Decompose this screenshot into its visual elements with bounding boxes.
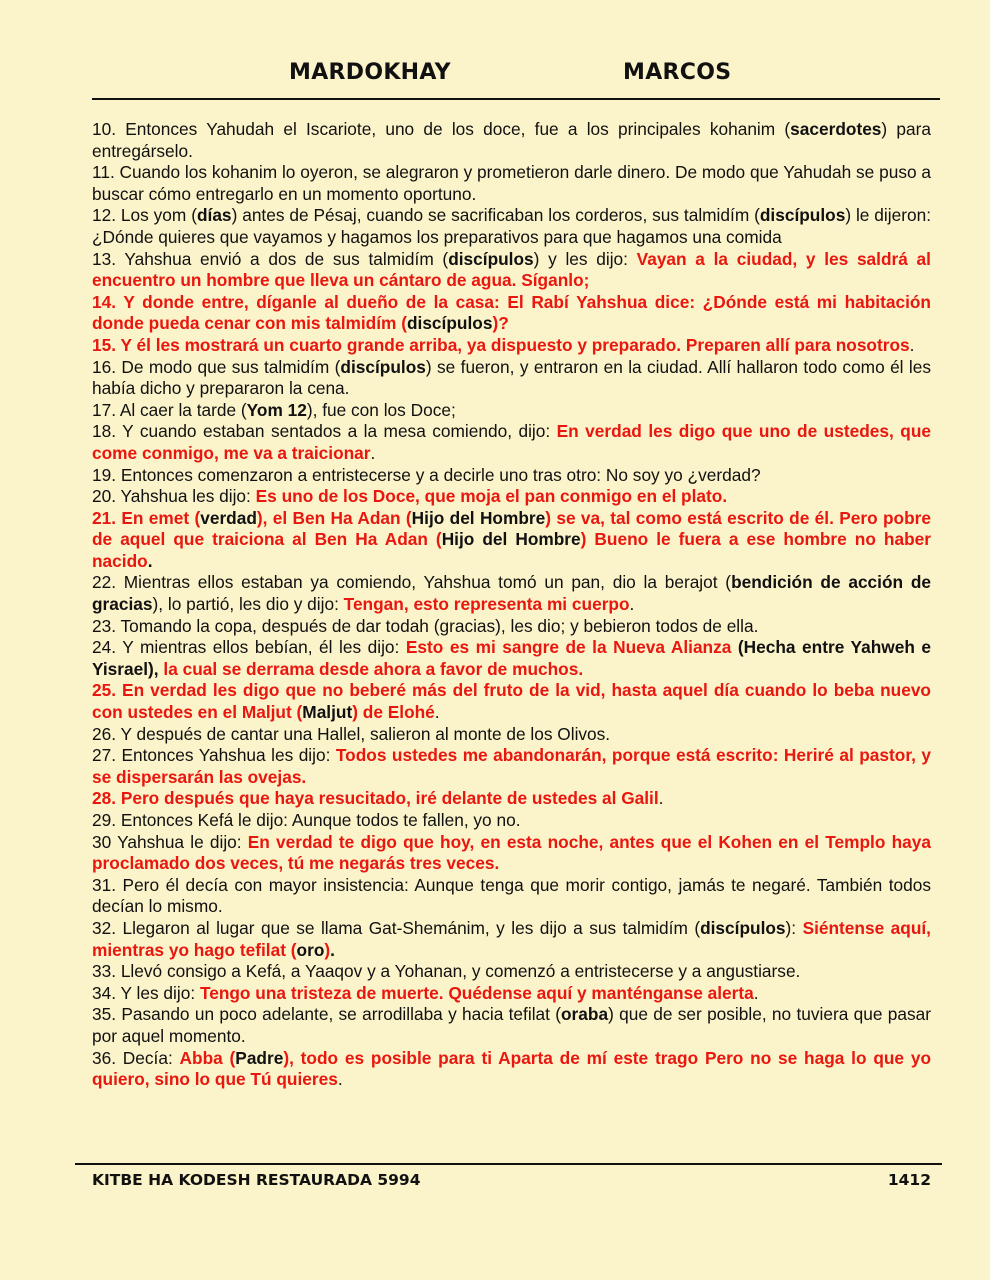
verse-quote-text: Siéntense aquí, mientras yo hago tefilat ( — [92, 917, 931, 960]
page-footer — [92, 1171, 931, 1193]
verse-text: ) para entregárselo. — [92, 119, 931, 161]
verse-text-body — [92, 119, 931, 1091]
verse-bold-text: discípulos — [700, 917, 786, 938]
page-header — [92, 58, 940, 100]
verse-text: 29. Entonces Kefá le dijo: Aunque todos te fallen, yo no. — [92, 810, 521, 830]
verse-text: 24. Y mientras ellos bebían, él les dijo: — [92, 637, 406, 658]
verse-text: . — [629, 594, 635, 615]
verse-quote-text: Tengo una tristeza de muerte. Quédense aquí y manténganse alerta — [199, 982, 754, 1003]
verse-bold-text: (Hecha entre Yahweh e Yisrael), — [92, 637, 932, 679]
verse — [92, 1048, 931, 1091]
verse-bold-text: oraba — [561, 1004, 609, 1025]
verse-quote-text: 28. Pero después que haya resucitado, iré delante de ustedes al Galil — [92, 788, 659, 809]
verse — [92, 810, 931, 832]
verse-text: 22. Mientras ellos estaban ya comiendo, Yahshua tomó un pan, dio la berajot ( — [92, 572, 732, 593]
verse-text: ) le dijeron: ¿Dónde quieres que vayamos y hagamos los preparativos para que hagamos una comida — [92, 205, 931, 247]
verse — [92, 724, 931, 746]
verse-bold-text: discípulos — [759, 205, 846, 226]
verse-bold-text: . — [330, 939, 335, 960]
verse-bold-text: verdad — [200, 507, 257, 528]
verse-text: 27. Entonces Yahshua les dijo: — [92, 745, 336, 766]
verse-quote-text: la cual se derrama desde ahora a favor de muchos. — [158, 658, 584, 679]
verse-text: 30 Yahshua le dijo: — [92, 831, 248, 852]
verse-quote-text: En verdad les digo que uno de ustedes, que come conmigo, me va a traicionar — [92, 421, 931, 463]
verse — [92, 745, 931, 788]
verse-text: 11. Cuando los kohanim lo oyeron, se alegraron y prometieron darle dinero. De modo que Yahudah se puso a buscar cómo entregarlo en un momento oportuno. — [92, 162, 931, 204]
verse — [92, 421, 931, 464]
verse-quote-text: ) Bueno le fuera a ese hombre no haber nacido — [92, 529, 931, 571]
verse — [92, 400, 931, 422]
verse-text: ), lo partió, les dio y dijo: — [152, 594, 344, 615]
verse — [92, 162, 931, 205]
verse-quote-text: 25. En verdad les digo que no beberé más del fruto de la vid, hasta aquel día cuando lo beba nuevo con ustedes en el Maljut ( — [92, 680, 931, 723]
verse-text: ): — [785, 917, 803, 938]
verse-bold-text: Hijo del Hombre — [411, 507, 546, 528]
verse-bold-text: Hijo del Hombre — [441, 529, 581, 550]
verse-bold-text: oro — [296, 939, 325, 960]
verse-text: 19. Entonces comenzaron a entristecerse y a decirle uno tras otro: No soy yo ¿verdad? — [92, 464, 761, 485]
verse-text: . — [909, 334, 915, 355]
verse — [92, 205, 931, 248]
verse-quote-text: ) de Elohé — [352, 702, 435, 723]
verse — [92, 572, 931, 615]
verse-text: 32. Llegaron al lugar que se llama Gat-Shemánim, y les dijo a sus talmidím ( — [92, 917, 701, 938]
verse — [92, 465, 931, 487]
verse-quote-text: ) — [324, 939, 331, 960]
verse-quote-text: 14. Y donde entre, díganle al dueño de la casa: El Rabí Yahshua dice: ¿Dónde está mi habitación donde pueda cenar con mis talmidím ( — [92, 291, 931, 334]
verse-bold-text: Yom 12 — [246, 399, 307, 420]
verse-bold-text: Maljut — [302, 702, 353, 723]
verse — [92, 1004, 931, 1047]
verse-quote-text: 15. Y él les mostrará un cuarto grande arriba, ya dispuesto y preparado. Preparen allí para nosotros — [92, 334, 910, 355]
verse-text: . — [658, 788, 664, 809]
verse-quote-text: ), el Ben Ha Adan ( — [256, 507, 412, 528]
verse — [92, 983, 931, 1005]
verse-quote-text: ), todo es posible para ti Aparta de mí este trago Pero no se haga lo que yo quiero, sino lo que Tú quieres — [92, 1047, 931, 1090]
verse-text: 34. Y les dijo: — [92, 982, 200, 1003]
verse-text: 13. Yahshua envió a dos de sus talmidím ( — [92, 248, 449, 269]
verse — [92, 961, 931, 983]
verse-text: 18. Y cuando estaban sentados a la mesa comiendo, dijo: — [92, 421, 557, 442]
header-right-title: MARCOS — [623, 60, 732, 85]
verse-bold-text: bendición de acción de gracias — [92, 572, 931, 615]
verse-text: 12. Los yom ( — [92, 205, 197, 226]
verse-quote-text: Es uno de los Doce, que moja el pan conmigo en el plato. — [255, 486, 728, 507]
verse — [92, 292, 931, 335]
verse-text: 35. Pasando un poco adelante, se arrodillaba y hacia tefilat ( — [92, 1004, 561, 1025]
verse-quote-text: Esto es mi sangre de la Nueva Alianza — [405, 637, 732, 658]
verse-bold-text: . — [147, 550, 153, 571]
verse-text: ) antes de Pésaj, cuando se sacrificaban los corderos, sus talmidím ( — [231, 205, 760, 226]
verse-bold-text: sacerdotes — [790, 119, 882, 139]
verse-quote-text: 21. En emet ( — [92, 507, 201, 528]
verse — [92, 832, 931, 875]
verse-text: 23. Tomando la copa, después de dar todah (gracias), les dio; y bebieron todos de ella. — [92, 615, 759, 636]
verse-quote-text: En verdad te digo que hoy, en esta noche, antes que el Kohen en el Templo haya proclamado dos veces, tú me negarás tres veces. — [92, 831, 931, 874]
page-number: 1412 — [887, 1171, 931, 1189]
verse-bold-text: discípulos — [340, 356, 426, 377]
verse-text: 36. Decía: — [92, 1047, 180, 1068]
verse-text: . — [370, 442, 376, 463]
verse — [92, 508, 931, 573]
verse-text: . — [753, 982, 759, 1003]
verse-text: 17. Al caer la tarde ( — [92, 399, 247, 420]
footer-book-title: KITBE HA KODESH RESTAURADA 5994 — [92, 1171, 421, 1189]
footer-divider — [75, 1163, 942, 1165]
verse — [92, 357, 931, 400]
verse-text: 26. Y después de cantar una Hallel, salieron al monte de los Olivos. — [92, 723, 611, 744]
verse-text: ), fue con los Doce; — [306, 399, 456, 420]
verse-text: 16. De modo que sus talmidím ( — [92, 356, 341, 377]
verse — [92, 249, 931, 292]
verse — [92, 918, 931, 961]
verse-text: . — [337, 1069, 343, 1090]
verse-quote-text: )? — [492, 313, 509, 334]
verse-text: ) se fueron, y entraron en la ciudad. Allí hallaron todo como él les había dicho y prepararon la cena. — [92, 356, 931, 399]
verse — [92, 680, 931, 723]
verse — [92, 335, 931, 357]
verse-text: 20. Yahshua les dijo: — [92, 486, 256, 507]
verse — [92, 637, 931, 680]
verse-text: ) que de ser posible, no tuviera que pasar por aquel momento. — [92, 1004, 931, 1046]
verse-bold-text: Padre — [235, 1047, 284, 1068]
verse-text: 33. Llevó consigo a Kefá, a Yaaqov y a Yohanan, y comenzó a entristecerse y a angustiarse. — [92, 961, 801, 982]
verse — [92, 486, 931, 508]
verse-quote-text: Abba ( — [179, 1047, 236, 1068]
verse-text: 31. Pero él decía con mayor insistencia: Aunque tenga que morir contigo, jamás te negaré. También todos decían lo mismo. — [92, 874, 931, 917]
verse-quote-text: Vayan a la ciudad, y les saldrá al encuentro un hombre que lleva un cántaro de agua. Síganlo; — [92, 248, 931, 291]
verse-text: . — [434, 702, 440, 723]
header-left-title: MARDOKHAY — [289, 60, 451, 85]
verse-bold-text: discípulos — [448, 248, 534, 269]
verse-text: 10. Entonces Yahudah el Iscariote, uno de los doce, fue a los principales kohanim ( — [92, 119, 791, 139]
verse-bold-text: días — [196, 205, 232, 226]
verse-text: ) y les dijo: — [533, 248, 637, 269]
verse — [92, 616, 931, 638]
verse-quote-text: Todos ustedes me abandonarán, porque está escrito: Heriré al pastor, y se dispersarán las ovejas. — [92, 745, 931, 787]
verse-quote-text: Tengan, esto representa mi cuerpo — [343, 594, 630, 615]
verse-bold-text: discípulos — [406, 313, 493, 334]
verse-quote-text: ) se va, tal como está escrito de él. Pero pobre de aquel que traiciona al Ben Ha Adan ( — [92, 507, 931, 550]
verse — [92, 875, 931, 918]
verse — [92, 788, 931, 810]
verse — [92, 119, 931, 162]
